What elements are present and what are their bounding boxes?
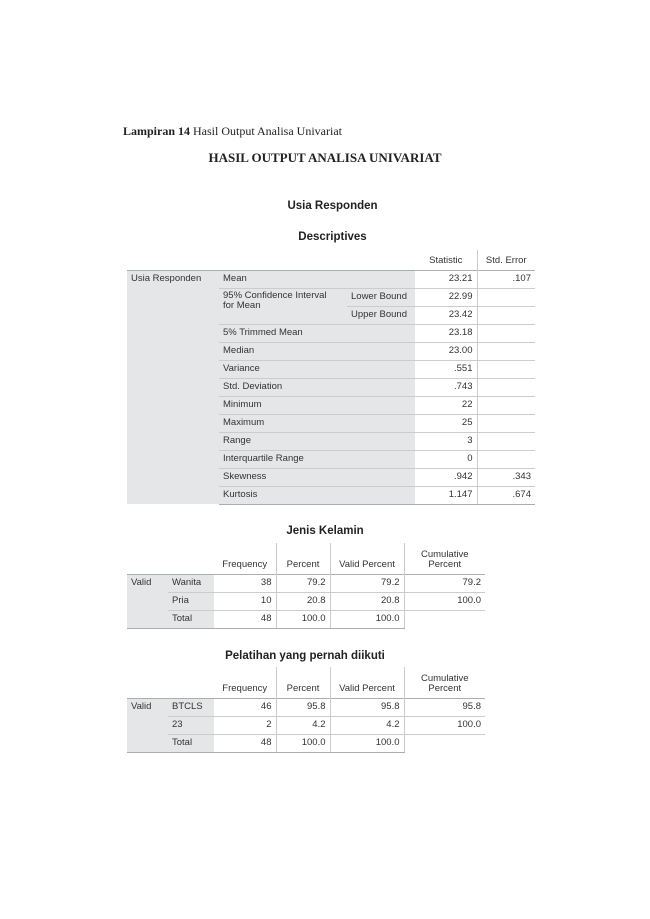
mean-se: .107 [477, 270, 535, 288]
jk-col-frequency: Frequency [222, 559, 268, 571]
upper-bound-stat: 23.42 [415, 306, 477, 324]
pl-percent: 95.8 [276, 698, 330, 716]
pl-row-label: 23 [168, 716, 214, 734]
jk-col-cumulative [404, 543, 485, 574]
jk-row-label: Total [168, 610, 214, 628]
usia-title: Usia Responden [287, 200, 378, 212]
jk-valid-percent: 20.8 [330, 592, 404, 610]
trimmed-mean-label: 5% Trimmed Mean [219, 324, 415, 342]
pl-group-valid: Valid [127, 698, 168, 752]
appendix-caption [123, 124, 342, 139]
pl-valid-percent: 4.2 [330, 716, 404, 734]
iqr-label: Interquartile Range [219, 450, 415, 468]
jk-cumulative: 79.2 [404, 574, 485, 592]
caption-text: Hasil Output Analisa Univariat [190, 124, 342, 138]
ci-label [219, 288, 347, 324]
col-statistic: Statistic [429, 255, 463, 267]
pelatihan-table [127, 667, 485, 753]
pl-valid-percent: 100.0 [330, 734, 404, 752]
table-row [127, 610, 485, 628]
kurtosis-stat: 1.147 [415, 486, 477, 504]
skewness-stat: .942 [415, 468, 477, 486]
range-label: Range [219, 432, 415, 450]
table-row [127, 698, 485, 716]
jk-frequency: 48 [214, 610, 276, 628]
jk-frequency: 10 [214, 592, 276, 610]
pl-col-cumulative-line2: Percent [428, 683, 462, 695]
median-stat: 23.00 [415, 342, 477, 360]
upper-bound-label: Upper Bound [347, 306, 415, 324]
pl-col-cumulative [404, 667, 485, 698]
std-deviation-label: Std. Deviation [219, 378, 415, 396]
jk-valid-percent: 79.2 [330, 574, 404, 592]
jk-col-percent: Percent [276, 543, 330, 574]
table-row [127, 592, 485, 610]
row-group-usia: Usia Responden [127, 270, 219, 504]
pl-cumulative: 95.8 [404, 698, 485, 716]
jk-percent: 100.0 [276, 610, 330, 628]
kurtosis-se: .674 [477, 486, 535, 504]
table-row [127, 574, 485, 592]
trimmed-mean-stat: 23.18 [415, 324, 477, 342]
pl-col-cumulative-line1: Cumulative [420, 672, 469, 684]
pl-row-label: BTCLS [168, 698, 214, 716]
pelatihan-title: Pelatihan yang pernah diikuti [225, 650, 385, 662]
jk-col-cumulative-line1: Cumulative [420, 548, 469, 560]
table-row [127, 716, 485, 734]
pl-col-percent: Percent [276, 667, 330, 698]
mean-stat: 23.21 [415, 270, 477, 288]
page-title: HASIL OUTPUT ANALISA UNIVARIAT [208, 150, 442, 165]
maximum-label: Maximum [219, 414, 415, 432]
lower-bound-stat: 22.99 [415, 288, 477, 306]
jk-cumulative: 100.0 [404, 592, 485, 610]
descriptives-title: Descriptives [298, 231, 367, 243]
std-deviation-stat: .743 [415, 378, 477, 396]
jenis-kelamin-title: Jenis Kelamin [286, 525, 364, 537]
variance-label: Variance [219, 360, 415, 378]
ci-label-line1: 95% Confidence Interval [223, 289, 327, 301]
skewness-label: Skewness [219, 468, 415, 486]
kurtosis-label: Kurtosis [219, 486, 415, 504]
jk-row-label: Pria [168, 592, 214, 610]
jk-col-valid-percent: Valid Percent [330, 543, 404, 574]
descriptives-table [127, 250, 535, 505]
pl-frequency: 48 [214, 734, 276, 752]
ci-label-line2: for Mean [223, 299, 261, 311]
col-std-error: Std. Error [477, 250, 535, 270]
pl-frequency: 46 [214, 698, 276, 716]
jenis-kelamin-table [127, 543, 485, 629]
pl-cumulative [404, 734, 485, 752]
pl-percent: 100.0 [276, 734, 330, 752]
jk-percent: 79.2 [276, 574, 330, 592]
jk-percent: 20.8 [276, 592, 330, 610]
iqr-stat: 0 [415, 450, 477, 468]
pl-col-valid-percent: Valid Percent [330, 667, 404, 698]
variance-stat: .551 [415, 360, 477, 378]
mean-label: Mean [219, 270, 415, 288]
pl-valid-percent: 95.8 [330, 698, 404, 716]
jk-cumulative [404, 610, 485, 628]
pl-percent: 4.2 [276, 716, 330, 734]
lower-bound-label: Lower Bound [347, 288, 415, 306]
jk-valid-percent: 100.0 [330, 610, 404, 628]
pl-cumulative: 100.0 [404, 716, 485, 734]
caption-bold: Lampiran 14 [123, 124, 191, 138]
jk-col-cumulative-line2: Percent [428, 559, 462, 571]
skewness-se: .343 [477, 468, 535, 486]
range-stat: 3 [415, 432, 477, 450]
pl-row-label: Total [168, 734, 214, 752]
pl-col-frequency: Frequency [222, 683, 268, 695]
jk-row-label: Wanita [168, 574, 214, 592]
minimum-label: Minimum [219, 396, 415, 414]
minimum-stat: 22 [415, 396, 477, 414]
median-label: Median [219, 342, 415, 360]
maximum-stat: 25 [415, 414, 477, 432]
pl-frequency: 2 [214, 716, 276, 734]
table-row [127, 734, 485, 752]
jk-frequency: 38 [214, 574, 276, 592]
jk-group-valid: Valid [127, 574, 168, 628]
